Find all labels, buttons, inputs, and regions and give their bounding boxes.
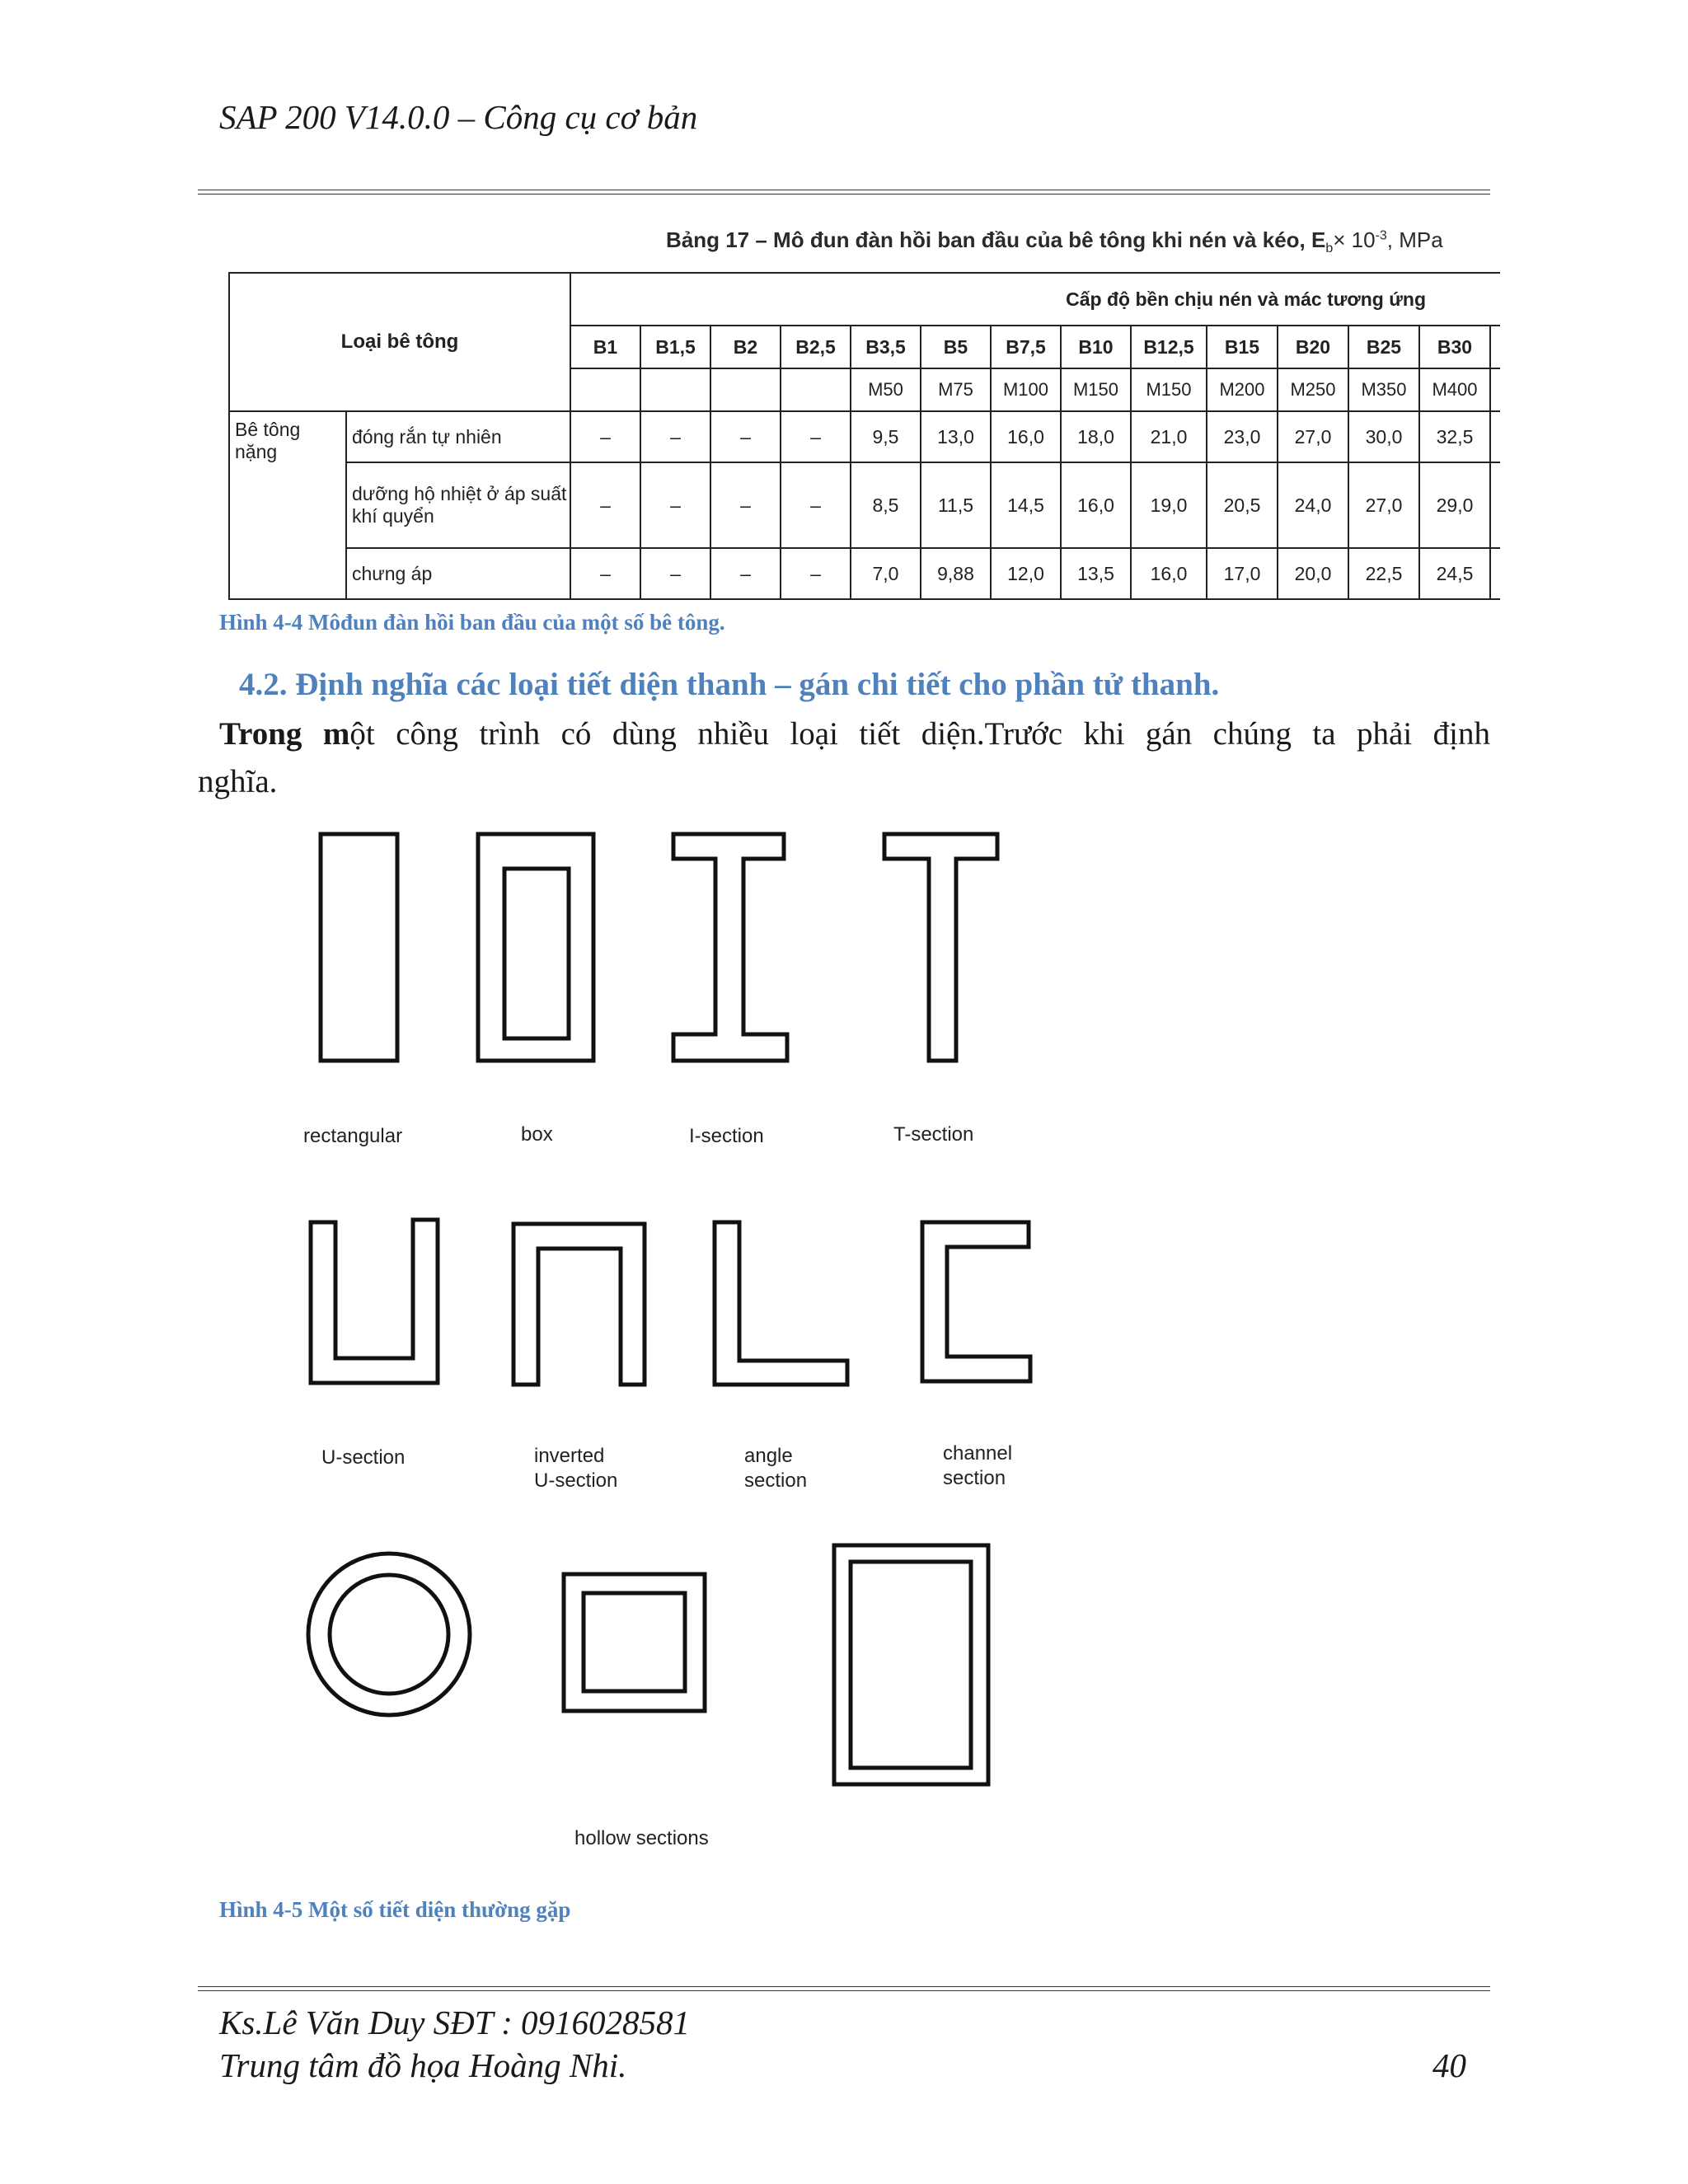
row-label-cell: chưng áp bbox=[346, 548, 570, 599]
mark-cell: M75 bbox=[921, 368, 991, 411]
label-channel-line2: section bbox=[943, 1467, 1006, 1489]
hollow-circle-shape bbox=[308, 1554, 470, 1715]
value-cell: 16,0 bbox=[1131, 548, 1207, 599]
label-box: box bbox=[521, 1123, 553, 1146]
grade-cell: B20 bbox=[1278, 326, 1348, 368]
grade-cell: B1,5 bbox=[640, 326, 710, 368]
label-rectangular: rectangular bbox=[303, 1125, 403, 1147]
page-number: 40 bbox=[1432, 2046, 1466, 2084]
label-i-section: I-section bbox=[689, 1125, 764, 1147]
value-cell: 22,5 bbox=[1348, 548, 1419, 599]
value-cell: 20,0 bbox=[1278, 548, 1348, 599]
value-cell: – bbox=[570, 548, 640, 599]
bold-letter: m bbox=[322, 716, 350, 752]
label-angle-line1: angle bbox=[744, 1445, 793, 1467]
label-channel-section bbox=[943, 1441, 1012, 1491]
value-cell: – bbox=[710, 462, 781, 548]
channel-section-shape bbox=[922, 1222, 1030, 1381]
label-u-section: U-section bbox=[321, 1446, 406, 1469]
value-cell: – bbox=[570, 411, 640, 462]
value-cell: – bbox=[781, 548, 851, 599]
value-cell: 16,0 bbox=[991, 411, 1061, 462]
value-cell: – bbox=[710, 548, 781, 599]
table-title-unit: , MPa bbox=[1386, 227, 1443, 252]
mark-cell: M350 bbox=[1348, 368, 1419, 411]
value-cell: 21,0 bbox=[1131, 411, 1207, 462]
value-cell: 16,0 bbox=[1061, 462, 1131, 548]
section-heading: 4.2. Định nghĩa các loại tiết diện thanh – gán chi tiết cho phần tử thanh. bbox=[239, 667, 1220, 702]
grade-cell: B1 bbox=[570, 326, 640, 368]
value-cell: 23,0 bbox=[1207, 411, 1278, 462]
label-hollow-sections: hollow sections bbox=[574, 1827, 709, 1849]
value-cell: – bbox=[710, 411, 781, 462]
grade-cell: B12,5 bbox=[1131, 326, 1207, 368]
table-header-type: Loại bê tông bbox=[229, 273, 570, 411]
row-label-cell: dưỡng hộ nhiệt ở áp suất khí quyển bbox=[346, 462, 570, 548]
mark-cell: M250 bbox=[1278, 368, 1348, 411]
grade-cell: B30 bbox=[1419, 326, 1490, 368]
value-cell: – bbox=[640, 411, 710, 462]
value-cell: – bbox=[640, 462, 710, 548]
row-label-cell: đóng rắn tự nhiên bbox=[346, 411, 570, 462]
value-cell: 24,5 bbox=[1419, 548, 1490, 599]
angle-section-shape bbox=[715, 1222, 847, 1385]
grade-cell: B2 bbox=[710, 326, 781, 368]
grade-cell: B5 bbox=[921, 326, 991, 368]
value-cell: 11,5 bbox=[921, 462, 991, 548]
grade-cell: B10 bbox=[1061, 326, 1131, 368]
mark-cell: M50 bbox=[851, 368, 921, 411]
label-angle-line2: section bbox=[744, 1469, 808, 1492]
value-cell: 17,0 bbox=[1207, 548, 1278, 599]
value-cell: 13,5 bbox=[1061, 548, 1131, 599]
i-section-shape bbox=[673, 834, 787, 1061]
mark-cell: M400 bbox=[1419, 368, 1490, 411]
table-title-subscript: b bbox=[1325, 241, 1334, 256]
grade-cell: B2,5 bbox=[781, 326, 851, 368]
value-cell: 9,5 bbox=[851, 411, 921, 462]
value-cell: 13,0 bbox=[921, 411, 991, 462]
figure-caption-4-4: Hình 4-4 Môđun đàn hồi ban đầu của một số bê tông. bbox=[219, 610, 725, 635]
table-title-multiplier: × 10 bbox=[1333, 227, 1376, 252]
label-channel-line1: channel bbox=[943, 1442, 1013, 1465]
table-header-grades: Cấp độ bền chịu nén và mác tương ứng bbox=[570, 273, 1500, 326]
bold-word: Trong bbox=[219, 716, 302, 752]
mark-cell: M200 bbox=[1207, 368, 1278, 411]
value-cell: 12,0 bbox=[991, 548, 1061, 599]
value-cell: 29,0 bbox=[1419, 462, 1490, 548]
value-cell: – bbox=[781, 411, 851, 462]
footer-center: Trung tâm đồ họa Hoàng Nhi. bbox=[219, 2046, 627, 2084]
hollow-rectangle-shape bbox=[834, 1545, 988, 1784]
value-cell: 8,5 bbox=[851, 462, 921, 548]
value-cell: 18,0 bbox=[1061, 411, 1131, 462]
label-t-section: T-section bbox=[893, 1123, 974, 1146]
value-cell: 14,5 bbox=[991, 462, 1061, 548]
grade-cell: B7,5 bbox=[991, 326, 1061, 368]
rectangular-section-shape bbox=[321, 834, 397, 1061]
table-title-exponent: -3 bbox=[1375, 228, 1387, 243]
grade-cell: B15 bbox=[1207, 326, 1278, 368]
value-cell: 32,5 bbox=[1419, 411, 1490, 462]
mark-cell: M100 bbox=[991, 368, 1061, 411]
label-angle-section bbox=[744, 1444, 807, 1493]
value-cell: 24,0 bbox=[1278, 462, 1348, 548]
group-label-cell: Bê tông nặng bbox=[229, 411, 346, 599]
value-cell: 7,0 bbox=[851, 548, 921, 599]
value-cell: 20,5 bbox=[1207, 462, 1278, 548]
paragraph-text: ột công trình có dùng nhiều loại tiết diện.Trước khi gán chúng ta phải định bbox=[349, 716, 1490, 752]
u-section-shape bbox=[311, 1220, 438, 1383]
footer-author: Ks.Lê Văn Duy SĐT : 0916028581 bbox=[219, 2004, 690, 2041]
value-cell: 27,0 bbox=[1348, 462, 1419, 548]
value-cell: – bbox=[781, 462, 851, 548]
mark-cell: M150 bbox=[1061, 368, 1131, 411]
t-section-shape bbox=[884, 834, 997, 1061]
value-cell: 19,0 bbox=[1131, 462, 1207, 548]
box-section-shape bbox=[478, 834, 593, 1061]
value-cell: 27,0 bbox=[1278, 411, 1348, 462]
footer-divider bbox=[198, 1986, 1490, 1991]
table-title-text: Bảng 17 – Mô đun đàn hồi ban đầu của bê tông khi nén và kéo, E bbox=[666, 227, 1326, 252]
value-cell: 30,0 bbox=[1348, 411, 1419, 462]
figure-caption-4-5: Hình 4-5 Một số tiết diện thường gặp bbox=[219, 1897, 571, 1922]
value-cell: – bbox=[640, 548, 710, 599]
value-cell: – bbox=[570, 462, 640, 548]
mark-cell: M150 bbox=[1131, 368, 1207, 411]
label-inverted-u-line1: inverted bbox=[534, 1445, 605, 1467]
inverted-u-section-shape bbox=[513, 1224, 645, 1385]
label-inverted-u bbox=[534, 1444, 617, 1493]
label-inverted-u-line2: U-section bbox=[534, 1469, 618, 1492]
body-paragraph-line2: nghĩa. bbox=[198, 764, 278, 799]
grade-cell: B25 bbox=[1348, 326, 1419, 368]
header-title: SAP 200 V14.0.0 – Công cụ cơ bản bbox=[219, 98, 698, 136]
hollow-square-shape bbox=[564, 1574, 705, 1711]
value-cell: 9,88 bbox=[921, 548, 991, 599]
grade-cell: B3,5 bbox=[851, 326, 921, 368]
